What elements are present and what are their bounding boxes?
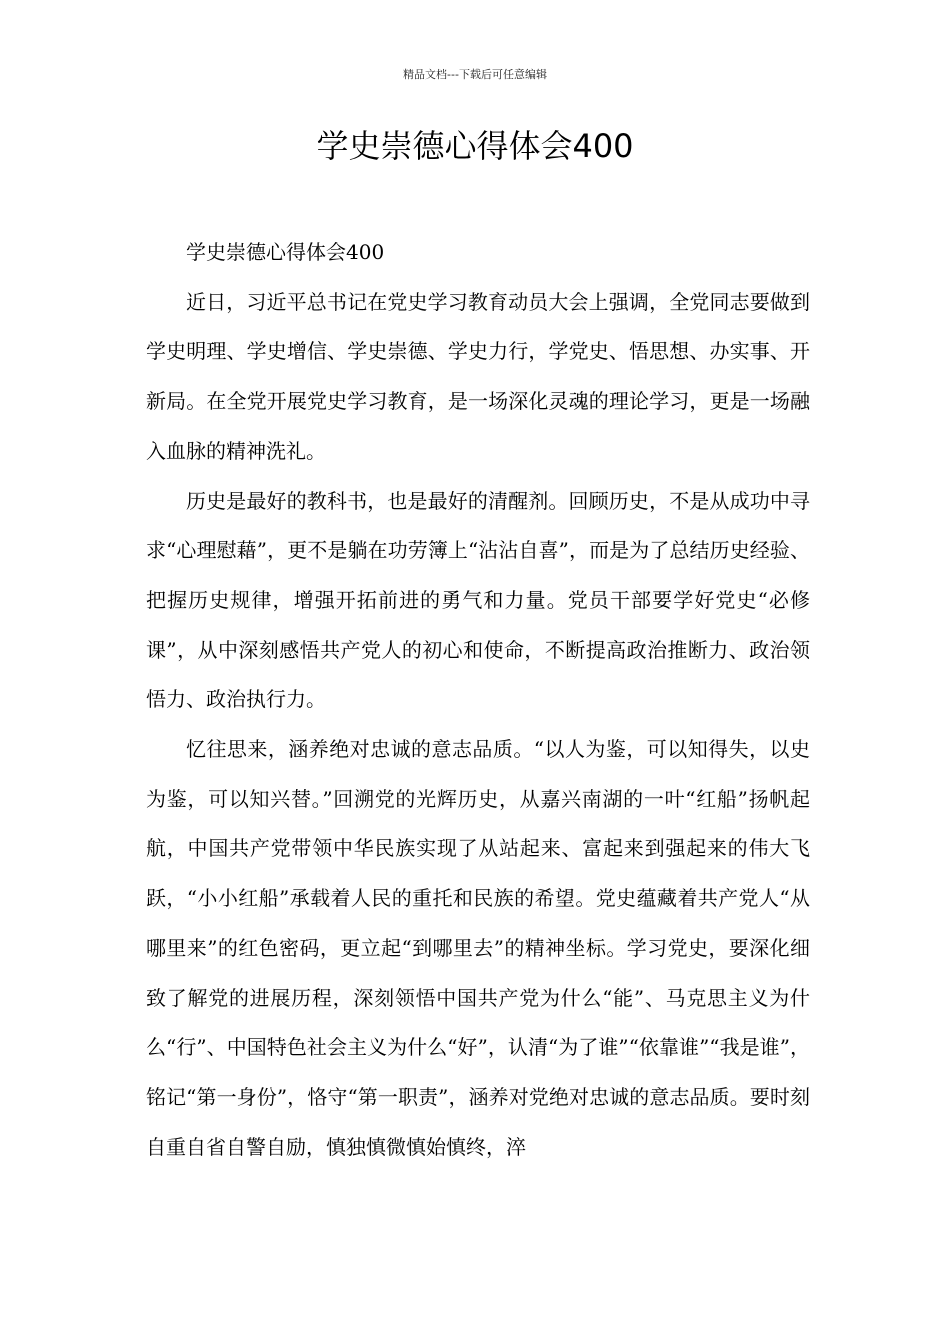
header-note: 精品文档---下载后可任意编辑 [403,68,547,81]
paragraph-3: 忆往思来，涵养绝对忠诚的意志品质。“以人为鉴，可以知得失，以史为鉴，可以知兴替。”回溯党的光辉历史，从嘉兴南湖的一叶“红船”扬帆起航，中国共产党带领中华民族实现了从站起来、富起来到强起来的伟大飞跃，“小小红船”承载着人民的重托和民族的希望。党史蕴藏着共产党人“从哪里来”的红色密码，更立起“到哪里去”的精神坐标。学习党史，要深化细致了解党的进展历程，深刻领悟中国共产党为什么“能”、马克思主义为什么“行”、中国特色社会主义为什么“好”，认清“为了谁”“依靠谁”“我是谁”，铭记“第一身份”，恪守“第一职责”，涵养对党绝对忠诚的意志品质。要时刻自重自省自警自励，慎独慎微慎始慎终，淬 [146,737,810,1159]
document-title: 学史崇德心得体会400 [316,127,634,165]
paragraph-2: 历史是最好的教科书，也是最好的清醒剂。回顾历史，不是从成功中寻求“心理慰藉”，更不是躺在功劳簿上“沾沾自喜”，而是为了总结历史经验、把握历史规律，增强开拓前进的勇气和力量。党员干部要学好党史“必修课”，从中深刻感悟共产党人的初心和使命，不断提高政治推断力、政治领悟力、政治执行力。 [146,488,810,712]
document-body [146,228,810,1172]
paragraph-subtitle: 学史崇德心得体会400 [186,240,385,264]
paragraph-1: 近日，习近平总书记在党史学习教育动员大会上强调，全党同志要做到学史明理、学史增信、学史崇德、学史力行，学党史、悟思想、办实事、开新局。在全党开展党史学习教育，是一场深化灵魂的理论学习，更是一场融入血脉的精神洗礼。 [146,289,810,463]
